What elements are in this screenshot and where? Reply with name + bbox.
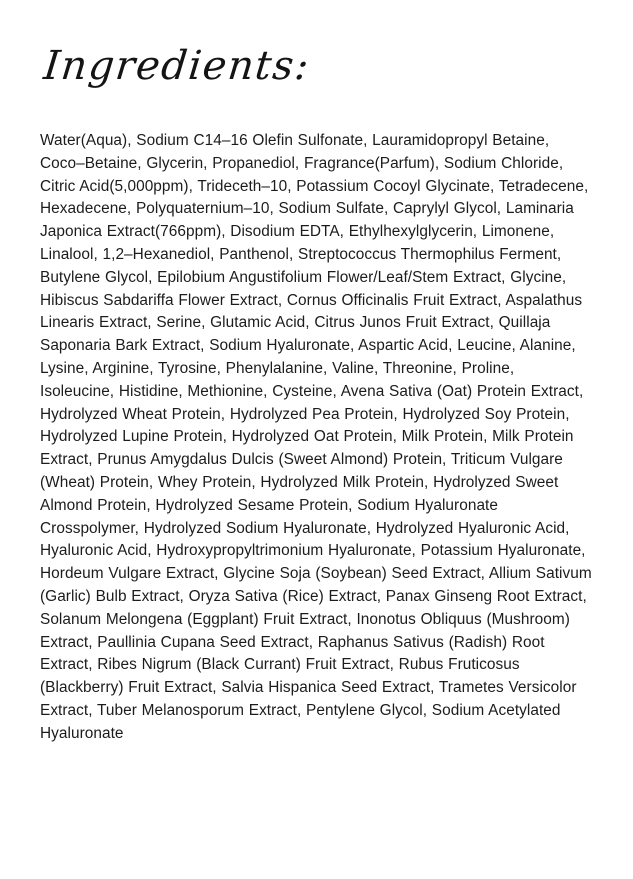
page-title: Ingredients: xyxy=(41,43,313,89)
ingredients-list-text: Water(Aqua), Sodium C14–16 Olefin Sulfonate, Lauramidopropyl Betaine, Coco–Betaine, Glycerin, Propanediol, Fragrance(Parfum), Sodium Chloride, Citric Acid(5,000ppm), Trideceth–10, Potassium Cocoyl Glycinate, Tetradecene, Hexadecene, Polyquaternium–10, Sodium Sulfate, Caprylyl Glycol, Laminaria Japonica Extract(766ppm), Disodium EDTA, Ethylhexylglycerin, Limonene, Linalool, 1,2–Hexanediol, Panthenol, Streptococcus Thermophilus Ferment, Butylene Glycol, Epilobium Angustifolium Flower/Leaf/Stem Extract, Glycine, Hibiscus Sabdariffa Flower Extract, Cornus Officinalis Fruit Extract, Aspalathus Linearis Extract, Serine, Glutamic Acid, Citrus Junos Fruit Extract, Quillaja Saponaria Bark Extract, Sodium Hyaluronate, Aspartic Acid, Leucine, Alanine, Lysine, Arginine, Tyrosine, Phenylalanine, Valine, Threonine, Proline, Isoleucine, Histidine, Methionine, Cysteine, Avena Sativa (Oat) Protein Extract, Hydrolyzed Wheat Protein, Hydrolyzed Pea Protein, Hydrolyzed Soy Protein, Hydrolyzed Lupine Protein, Hydrolyzed Oat Protein, Milk Protein, Milk Protein Extract, Prunus Amygdalus Dulcis (Sweet Almond) Protein, Triticum Vulgare (Wheat) Protein, Whey Protein, Hydrolyzed Milk Protein, Hydrolyzed Sweet Almond Protein, Hydrolyzed Sesame Protein, Sodium Hyaluronate Crosspolymer, Hydrolyzed Sodium Hyaluronate, Hydrolyzed Hyaluronic Acid, Hyaluronic Acid, Hydroxypropyltrimonium Hyaluronate, Potassium Hyaluronate, Hordeum Vulgare Extract, Glycine Soja (Soybean) Seed Extract, Allium Sativum (Garlic) Bulb Extract, Oryza Sativa (Rice) Extract, Panax Ginseng Root Extract, Solanum Melongena (Eggplant) Fruit Extract, Inonotus Obliquus (Mushroom) Extract, Paullinia Cupana Seed Extract, Raphanus Sativus (Radish) Root Extract, Ribes Nigrum (Black Currant) Fruit Extract, Rubus Fruticosus (Blackberry) Fruit Extract, Salvia Hispanica Seed Extract, Trametes Versicolor Extract, Tuber Melanosporum Extract, Pentylene Glycol, Sodium Acetylated Hyaluronate xyxy=(40,132,592,742)
